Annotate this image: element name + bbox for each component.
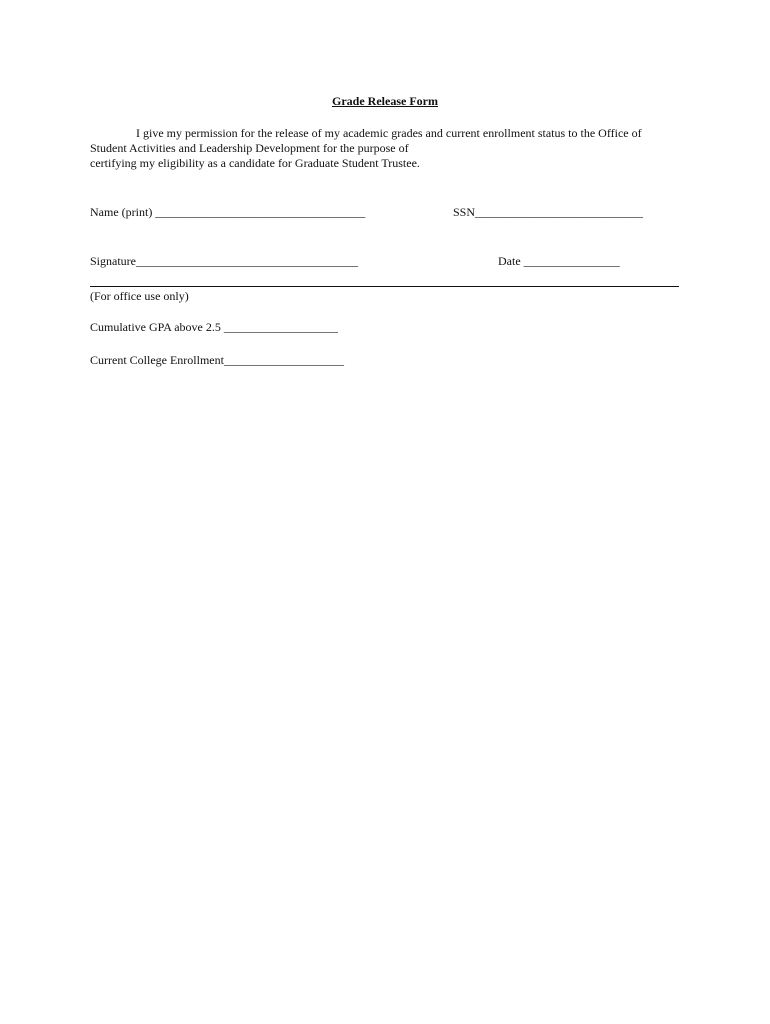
permission-paragraph-line-3: certifying my eligibility as a candidate for Graduate Student Trustee. [90,156,420,170]
permission-text-line-1: I give my permission for the release of my academic grades and current enrollment status to the Office of [136,126,642,140]
college-enrollment-field[interactable]: Current College Enrollment____________________ [90,353,344,367]
name-print-field[interactable]: Name (print) ___________________________________ [90,205,366,219]
office-use-note: (For office use only) [90,289,189,303]
date-field[interactable]: Date ________________ [498,254,620,268]
permission-paragraph-line-1 [90,126,680,141]
signature-field[interactable]: Signature_____________________________________ [90,254,358,268]
ssn-field[interactable]: SSN____________________________ [453,205,644,219]
section-divider [90,286,679,287]
permission-paragraph-line-2: Student Activities and Leadership Development for the purpose of [90,141,409,155]
cumulative-gpa-field[interactable]: Cumulative GPA above 2.5 ___________________ [90,320,338,334]
form-title: Grade Release Form [332,94,438,108]
